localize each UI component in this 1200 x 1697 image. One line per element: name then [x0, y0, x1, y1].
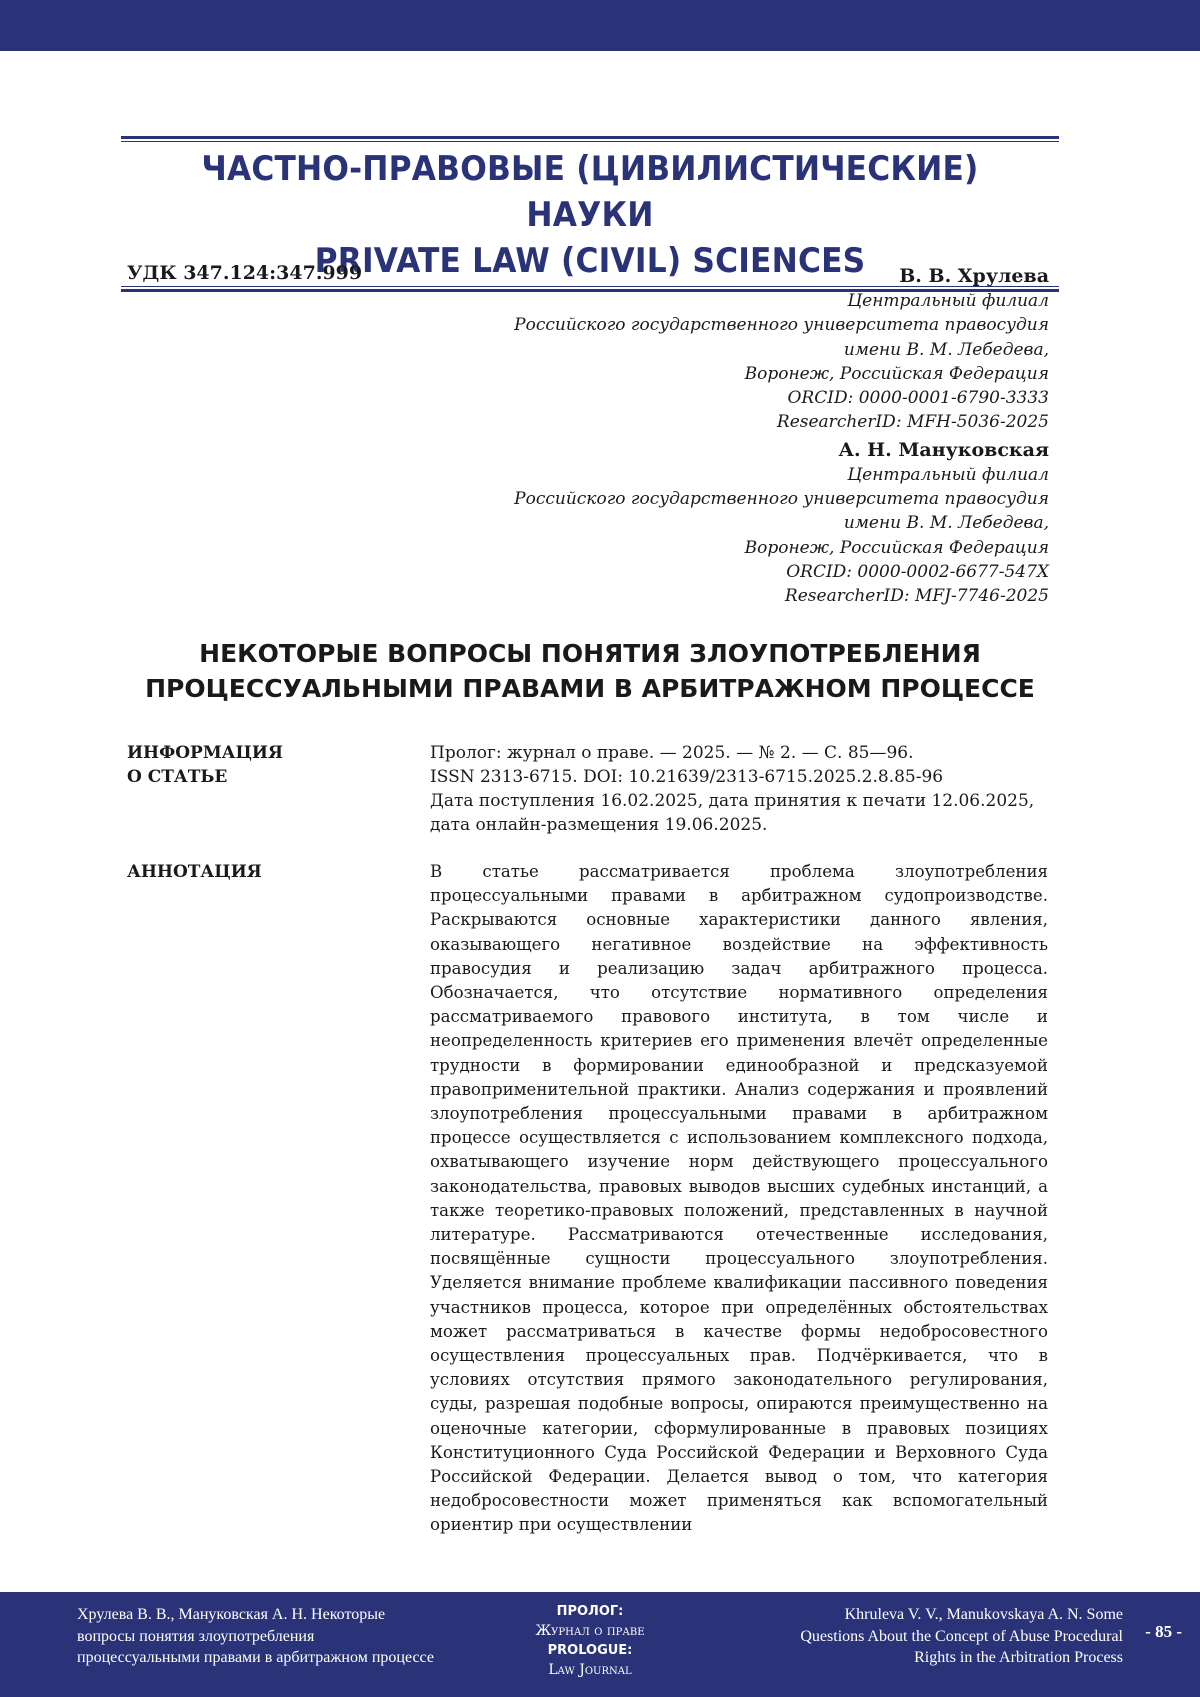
author-researcher-id: ResearcherID: MFJ-7746-2025	[784, 586, 1049, 607]
top-banner	[0, 0, 1200, 51]
article-title	[121, 636, 1059, 706]
section-title-ru: ЧАСТНО-ПРАВОВЫЕ (ЦИВИЛИСТИЧЕСКИЕ) НАУКИ	[201, 149, 979, 235]
info-label-line: ИНФОРМАЦИЯ	[127, 743, 283, 763]
dates-line: дата онлайн-размещения 19.06.2025.	[430, 815, 768, 835]
page-number: - 85 -	[1145, 1622, 1182, 1641]
issn-doi-line: ISSN 2313-6715. DOI: 10.21639/2313-6715.2025.2.8.85-96	[430, 767, 944, 787]
author-affiliation: имени В. М. Лебедева,	[843, 513, 1049, 534]
author-orcid: ORCID: 0000-0001-6790-3333	[787, 388, 1049, 409]
article-title-line: НЕКОТОРЫЕ ВОПРОСЫ ПОНЯТИЯ ЗЛОУПОТРЕБЛЕНИЯ	[199, 639, 981, 668]
abstract-text: В статье рассматривается проблема злоупотребления процессуальными правами в арбитражном судопроизводстве. Раскрываются основные характеристики данного явления, оказывающего негативное воздействие на эффективность правосудия и реализацию задач арбитражного процесса. Обозначается, что отсутствие нормативного определения рассматриваемого правового института, в том числе и неопределенность критериев его применения влечёт определенные трудности в формировании единообразной и предсказуемой правоприменительной практики. Анализ содержания и проявлений злоупотребления процессуальными правами в арбитражном процессе осуществляется с использованием комплексного подхода, охватывающего изучение норм действующего процессуального законодательства, правовых выводов высших судебных инстанций, а также теоретико-правовых положений, представленных в научной литературе. Рассматриваются отечественные исследования, посвящённые сущности процессуального злоупотребления. Уделяется внимание проблеме квалификации пассивного поведения участников процесса, которое при определённых обстоятельствах может рассматриваться в качестве формы недобросовестного осуществления процессуальных прав. Подчёркивается, что в условиях отсутствия прямого законодательного регулирования, суды, разрешая подобные вопросы, опираются преимущественно на оценочные категории, сформулированные в правовых позициях Конституционного Суда Российской Федерации и Верховного Суда Российской Федерации. Делается вывод о том, что категория недобросовестности может применяться как вспомогательный ориентир при осуществлении	[430, 862, 1048, 1535]
footer-line: Rights in the Arbitration Process	[914, 1649, 1123, 1666]
udk-code: УДК 347.124:347.999	[127, 262, 363, 284]
journal-subtitle-en: Law Journal	[548, 1661, 632, 1678]
footer-line: Questions About the Concept of Abuse Procedural	[800, 1627, 1123, 1645]
author-affiliation: Центральный филиал	[847, 291, 1049, 311]
author-affiliation: Центральный филиал	[847, 464, 1049, 485]
footer-line: Khruleva V. V., Manukovskaya A. N. Some	[844, 1606, 1123, 1623]
author-affiliation: Российского государственного университета правосудия	[514, 489, 1049, 510]
article-title-line: ПРОЦЕССУАЛЬНЫМИ ПРАВАМИ В АРБИТРАЖНОМ ПРОЦЕССЕ	[145, 674, 1035, 703]
journal-name	[500, 1602, 680, 1680]
journal-subtitle-ru: Журнал о праве	[535, 1622, 645, 1639]
footer-line: процессуальными правами в арбитражном процессе	[77, 1649, 434, 1666]
author-affiliation: имени В. М. Лебедева,	[843, 339, 1049, 360]
journal-name-ru: ПРОЛОГ:	[556, 1604, 624, 1619]
author-location: Воронеж, Российская Федерация	[744, 363, 1049, 384]
info-label	[127, 741, 407, 789]
footer-citation-en	[683, 1604, 1123, 1669]
footer-line: вопросы понятия злоупотребления	[77, 1627, 315, 1645]
footer-citation-ru	[77, 1604, 497, 1669]
footer	[0, 1592, 1200, 1697]
citation-line: Пролог: журнал о праве. — 2025. — № 2. — С. 85—96.	[430, 743, 914, 763]
dates-line: Дата поступления 16.02.2025, дата принятия к печати 12.06.2025,	[430, 791, 1035, 811]
section-title-en: PRIVATE LAW (CIVIL) SCIENCES	[314, 241, 866, 281]
article-info	[430, 741, 1050, 837]
info-label-line: О СТАТЬЕ	[127, 767, 228, 787]
journal-name-en: PROLOGUE:	[547, 1643, 633, 1658]
author-name: А. Н. Мануковская	[838, 438, 1049, 461]
abstract-label: АННОТАЦИЯ	[127, 862, 262, 882]
author-affiliation: Российского государственного университета правосудия	[514, 315, 1049, 336]
author-researcher-id: ResearcherID: MFH-5036-2025	[776, 412, 1049, 433]
author-orcid: ORCID: 0000-0002-6677-547X	[786, 561, 1049, 582]
author-name: В. В. Хрулева	[899, 265, 1049, 287]
author-location: Воронеж, Российская Федерация	[744, 537, 1049, 558]
footer-line: Хрулева В. В., Мануковская А. Н. Некоторые	[77, 1606, 386, 1623]
authors-block	[349, 263, 1049, 609]
